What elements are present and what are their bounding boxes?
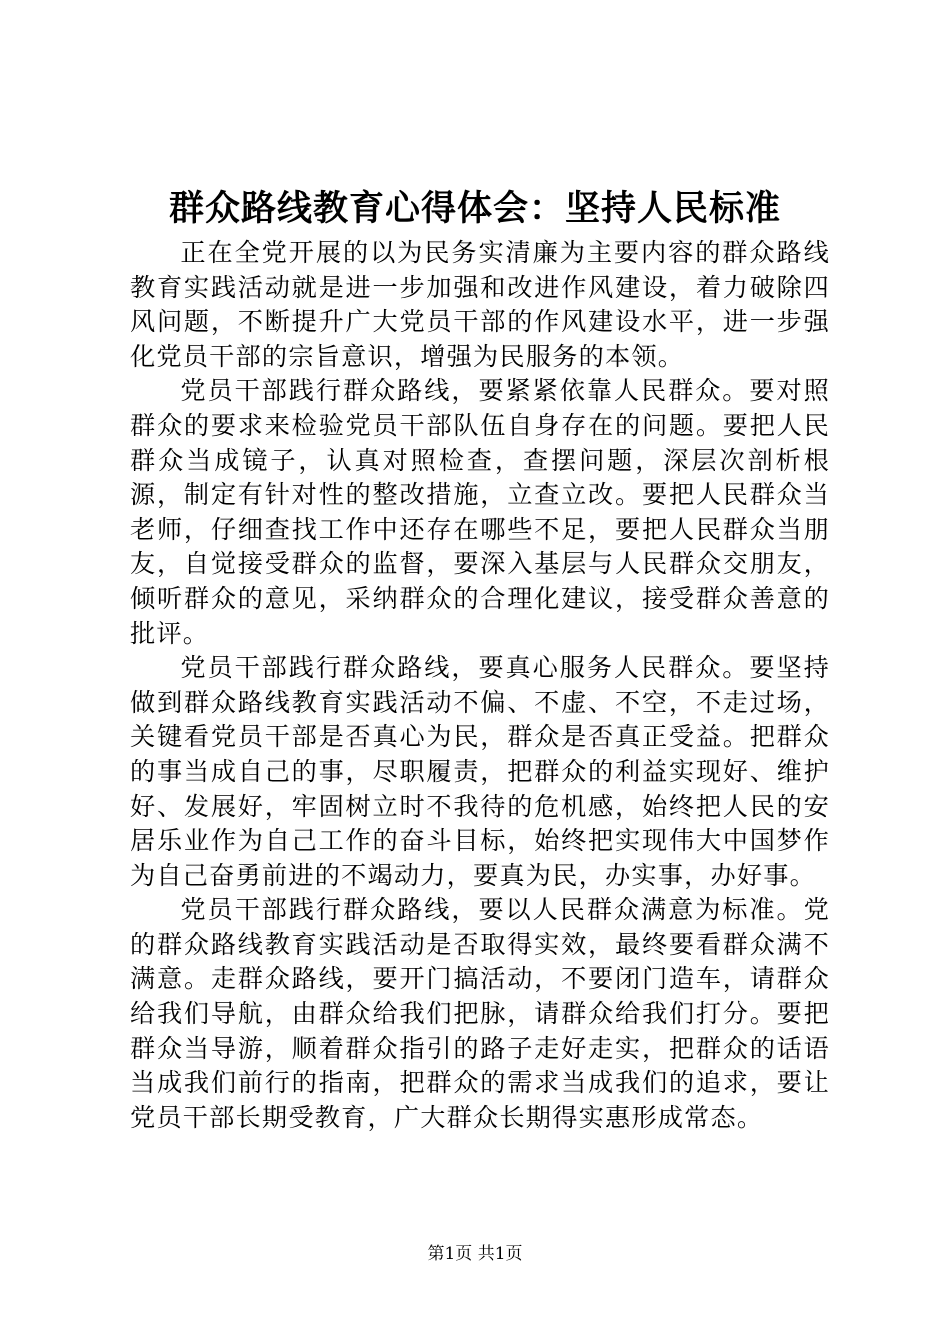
paragraph: 党员干部践行群众路线，要真心服务人民群众。要坚持做到群众路线教育实践活动不偏、不虚、不空，不走过场，关键看党员干部是否真心为民，群众是否真正受益。把群众的事当成自己的事，尽职履责，把群众的利益实现好、维护好、发展好，牢固树立时不我待的危机感，始终把人民的安居乐业作为自己工作的奋斗目标，始终把实现伟大中国梦作为自己奋勇前进的不竭动力，要真为民，办实事，办好事。	[130, 653, 830, 890]
document-title: 群众路线教育心得体会：坚持人民标准	[168, 188, 781, 229]
page-number-footer: 第1页 共1页	[427, 1244, 523, 1264]
paragraph: 党员干部践行群众路线，要紧紧依靠人民群众。要对照群众的要求来检验党员干部队伍自身存在的问题。要把人民群众当成镜子，认真对照检查，查摆问题，深层次剖析根源，制定有针对性的整改措施，立查立改。要把人民群众当老师，仔细查找工作中还存在哪些不足，要把人民群众当朋友，自觉接受群众的监督，要深入基层与人民群众交朋友，倾听群众的意见，采纳群众的合理化建议，接受群众善意的批评。	[130, 376, 830, 648]
document-body	[130, 236, 830, 1135]
paragraph: 党员干部践行群众路线，要以人民群众满意为标准。党的群众路线教育实践活动是否取得实效，最终要看群众满不满意。走群众路线，要开门搞活动，不要闭门造车，请群众给我们导航，由群众给我们把脉，请群众给我们打分。要把群众当导游，顺着群众指引的路子走好走实，把群众的话语当成我们前行的指南，把群众的需求当成我们的追求，要让党员干部长期受教育，广大群众长期得实惠形成常态。	[130, 895, 830, 1132]
paragraph: 正在全党开展的以为民务实清廉为主要内容的群众路线教育实践活动就是进一步加强和改进作风建设，着力破除四风问题，不断提升广大党员干部的作风建设水平，进一步强化党员干部的宗旨意识，增强为民服务的本领。	[130, 238, 830, 371]
